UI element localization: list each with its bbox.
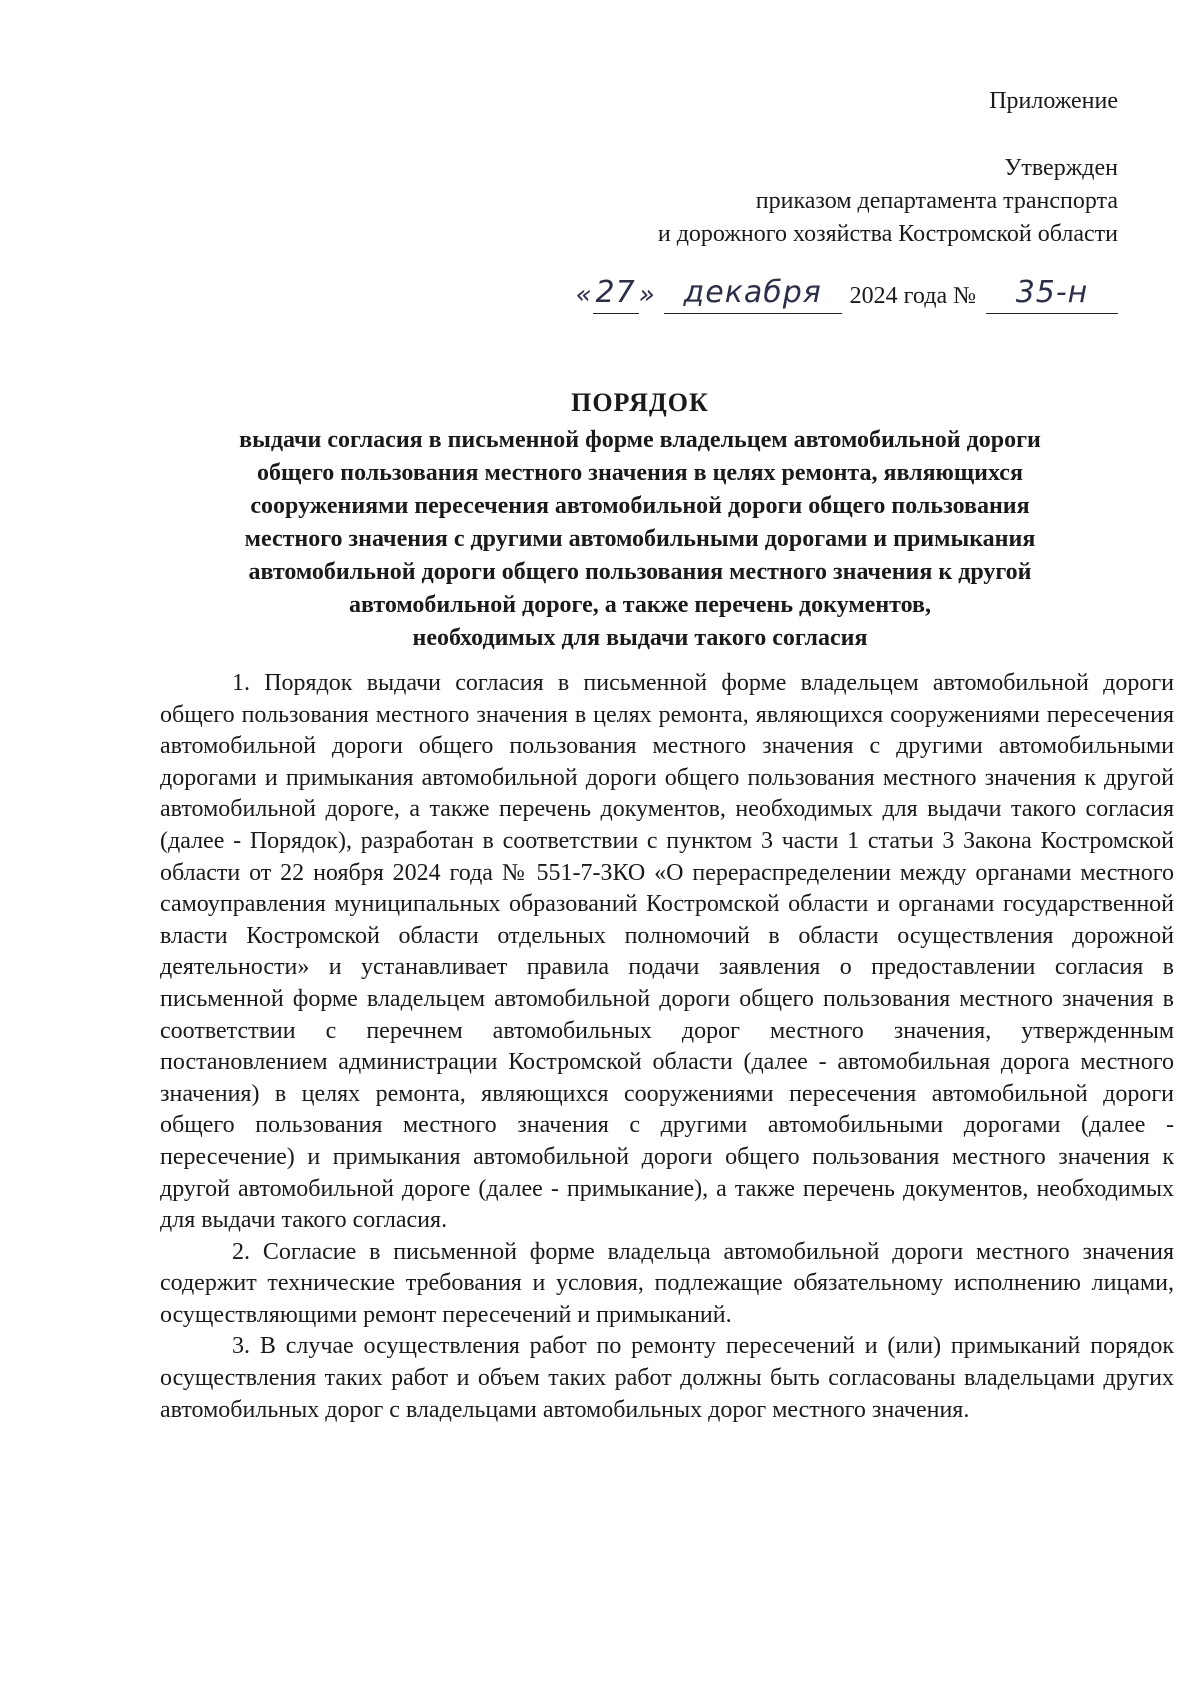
subtitle-line: автомобильной дороге, а также перечень документов,	[349, 592, 931, 618]
document-title-block	[160, 388, 1120, 655]
date-open-quote: «	[575, 280, 593, 310]
order-date-line	[576, 270, 1118, 314]
subtitle-line: местного значения с другими автомобильными дорогами и примыкания	[244, 526, 1036, 552]
order-number: 35-н	[986, 273, 1118, 314]
paragraph-2: 2. Согласие в письменной форме владельца автомобильной дороги местного значения содержит технические требования и условия, подлежащие обязательному исполнению лицами, осуществляющими ремонт пересечений и примыканий.	[160, 1238, 1174, 1328]
appendix-label: Приложение	[989, 88, 1118, 114]
document-title: ПОРЯДОК	[571, 388, 709, 417]
date-close-quote: »	[638, 280, 656, 310]
document-subtitle	[160, 424, 1120, 655]
subtitle-line: сооружениями пересечения автомобильной дороги общего пользования	[250, 493, 1030, 519]
paragraph-3: 3. В случае осуществления работ по ремонту пересечений и (или) примыканий порядок осуществления таких работ и объем таких работ должны быть согласованы владельцами других автомобильных дорог с владельцами автомобильных дорог местного значения.	[160, 1333, 1174, 1423]
approval-line: приказом департамента транспорта	[755, 188, 1118, 214]
approval-line: и дорожного хозяйства Костромской области	[657, 221, 1118, 247]
approval-block	[658, 152, 1118, 251]
date-day: 27	[593, 273, 639, 314]
subtitle-line: выдачи согласия в письменной форме владельцем автомобильной дороги	[239, 427, 1041, 453]
subtitle-line: необходимых для выдачи такого согласия	[412, 625, 868, 651]
date-month: декабря	[664, 273, 842, 314]
document-body	[160, 668, 1174, 1426]
paragraph-1: 1. Порядок выдачи согласия в письменной форме владельцем автомобильной дороги общего пользования местного значения в целях ремонта, являющихся сооружениями пересечения автомобильной дороги общего пользования местного значения с другими автомобильными дорогами и примыкания автомобильной дороги общего пользования местного значения к другой автомобильной дороге, а также перечень документов, необходимых для выдачи такого согласия (далее - Порядок), разработан в соответствии с пунктом 3 части 1 статьи 3 Закона Костромской области от 22 ноября 2024 года № 551-7-ЗКО «О перераспределении между органами местного самоуправления муниципальных образований Костромской области и органами государственной власти Костромской области отдельных полномочий в области осуществления дорожной деятельности» и устанавливает правила подачи заявления о предоставлении согласия в письменной форме владельцем автомобильной дороги общего пользования местного значения в соответствии с перечнем автомобильных дорог местного значения, утвержденным постановлением администрации Костромской области (далее - автомобильная дорога местного значения) в целях ремонта, являющихся сооружениями пересечения автомобильной дороги общего пользования местного значения с другими автомобильными дорогами (далее - пересечение) и примыкания автомобильной дороги общего пользования местного значения к другой автомобильной дороге (далее - примыкание), а также перечень документов, необходимых для выдачи такого согласия.	[160, 670, 1174, 1234]
subtitle-line: общего пользования местного значения в целях ремонта, являющихся	[257, 460, 1023, 486]
subtitle-line: автомобильной дороги общего пользования местного значения к другой	[248, 559, 1032, 585]
date-year-text: 2024 года №	[849, 283, 976, 309]
approval-line: Утвержден	[1004, 155, 1118, 181]
